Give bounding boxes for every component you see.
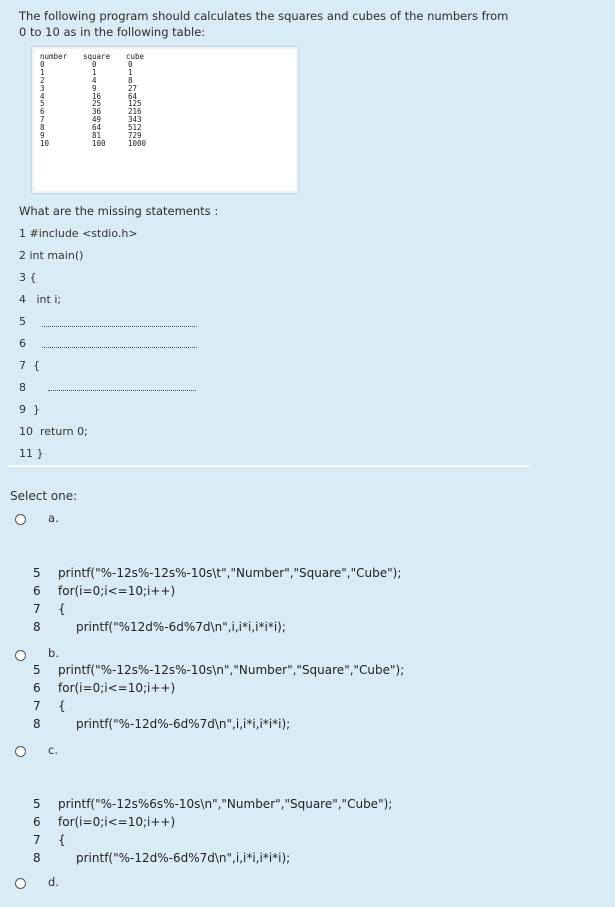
- code-line: [19, 359, 40, 372]
- question-intro-line1: The following program should calculates the squares and cubes of the numbers from: [19, 9, 509, 23]
- code-line: [19, 271, 37, 284]
- code-line: [19, 447, 44, 460]
- table-col-number: [40, 53, 67, 148]
- code-line: [19, 337, 26, 350]
- code-line-number: 4: [19, 293, 26, 306]
- table-cell: 100: [92, 138, 106, 148]
- table-col-square: [83, 53, 110, 148]
- code-line: [19, 425, 88, 438]
- code-line-number: 8: [19, 381, 26, 394]
- table-cell: 64: [128, 91, 138, 101]
- table-cell: 81: [92, 131, 102, 141]
- option-line-number: 7: [33, 699, 41, 713]
- table-cell: 4: [92, 75, 97, 85]
- table-cell: 2: [40, 75, 45, 85]
- option-line-number: 6: [33, 815, 41, 829]
- option-line-number: 5: [33, 663, 41, 677]
- table-cell: 27: [128, 83, 138, 93]
- option-line-number: 7: [33, 833, 41, 847]
- option-line-number: 6: [33, 584, 41, 598]
- table-cell: 7: [40, 115, 45, 125]
- option-line-number: 6: [33, 681, 41, 695]
- table-cell: 0: [128, 59, 133, 69]
- option-line-number: 7: [33, 602, 41, 616]
- option-b-radio[interactable]: [15, 650, 26, 661]
- option-d-label[interactable]: d.: [48, 875, 59, 889]
- table-cell: 0: [92, 59, 97, 69]
- option-c-label[interactable]: c.: [48, 743, 58, 757]
- table-cell: 36: [92, 107, 102, 117]
- table-cell: 512: [128, 123, 142, 133]
- option-code-line: printf("%12d%-6d%7d\n",i,i*i,i*i*i);: [76, 620, 286, 634]
- code-line-number: 1: [19, 227, 26, 240]
- question-intro-line2: 0 to 10 as in the following table:: [19, 25, 206, 39]
- code-line-number: 11: [19, 447, 33, 460]
- code-line: [19, 249, 83, 262]
- code-line-text: {: [33, 359, 40, 372]
- code-line-text: }: [36, 447, 44, 460]
- code-line: [19, 381, 26, 394]
- question-text: [19, 8, 539, 40]
- option-code-line: {: [58, 602, 66, 616]
- option-code-line: printf("%-12s%-12s%-10s\n","Number","Square","Cube");: [58, 663, 405, 677]
- code-line: [19, 227, 138, 240]
- code-line-number: 5: [19, 315, 26, 328]
- table-cell: 0: [40, 59, 45, 69]
- table-cell: 125: [128, 99, 142, 109]
- code-line-text: {: [29, 271, 37, 284]
- option-d-radio[interactable]: [15, 878, 26, 889]
- option-a-radio[interactable]: [15, 514, 26, 525]
- table-cell: 8: [40, 123, 45, 133]
- option-line-number: 5: [33, 797, 41, 811]
- option-code-line: for(i=0;i<=10;i++): [58, 681, 176, 695]
- option-code-line: printf("%-12d%-6d%7d\n",i,i*i,i*i*i);: [76, 717, 291, 731]
- table-cell: 64: [92, 123, 102, 133]
- option-code-line: for(i=0;i<=10;i++): [58, 815, 176, 829]
- table-cell: 4: [40, 91, 45, 101]
- table-cell: 25: [92, 99, 102, 109]
- table-cell: 1: [128, 67, 133, 77]
- option-code-line: {: [58, 699, 66, 713]
- table-cell: 8: [128, 75, 133, 85]
- option-line-number: 8: [33, 851, 41, 865]
- option-code-line: {: [58, 833, 66, 847]
- code-line: [19, 293, 61, 306]
- table-cell: 729: [128, 131, 142, 141]
- option-line-number: 5: [33, 566, 41, 580]
- option-a-label[interactable]: a.: [48, 511, 59, 525]
- table-header-number: number: [40, 52, 68, 61]
- divider: [8, 465, 530, 467]
- code-line-text: int main(): [29, 249, 84, 262]
- code-line-number: 7: [19, 359, 26, 372]
- blank-line-5: [42, 326, 197, 327]
- code-line-text: #include <stdio.h>: [29, 227, 138, 240]
- option-code-line: printf("%-12s%-12s%-10s\t","Number","Square","Cube");: [58, 566, 402, 580]
- code-line-text: int i;: [36, 293, 62, 306]
- table-cell: 1: [92, 67, 97, 77]
- code-line: [19, 315, 26, 328]
- option-line-number: 8: [33, 717, 41, 731]
- table-cell: 9: [92, 83, 97, 93]
- table-cell: 9: [40, 131, 45, 141]
- question-ask: What are the missing statements :: [19, 204, 219, 218]
- blank-line-6: [42, 347, 197, 348]
- code-line-number: 6: [19, 337, 26, 350]
- table-cell: 1: [40, 67, 45, 77]
- blank-line-8: [48, 390, 196, 391]
- table-cell: 49: [92, 115, 102, 125]
- table-cell: 6: [40, 107, 45, 117]
- table-cell: 16: [92, 91, 102, 101]
- option-code-line: printf("%-12s%6s%-10s\n","Number","Square","Cube");: [58, 797, 393, 811]
- option-c-radio[interactable]: [15, 746, 26, 757]
- table-col-cube: [126, 53, 146, 148]
- code-line-number: 10: [19, 425, 33, 438]
- select-one-label: Select one:: [10, 489, 78, 503]
- table-header-square: square: [83, 52, 111, 61]
- option-b-label[interactable]: b.: [48, 646, 59, 660]
- code-line-number: 9: [19, 403, 26, 416]
- code-line-number: 2: [19, 249, 26, 262]
- table-cell: 5: [40, 99, 45, 109]
- code-line-number: 3: [19, 271, 26, 284]
- table-cell: 3: [40, 83, 45, 93]
- table-cell: 1000: [128, 138, 147, 148]
- code-line-text: }: [33, 403, 40, 416]
- code-line-text: return 0;: [40, 425, 88, 438]
- option-code-line: printf("%-12d%-6d%7d\n",i,i*i,i*i*i);: [76, 851, 291, 865]
- output-table: [31, 46, 299, 194]
- table-cell: 10: [40, 138, 50, 148]
- option-line-number: 8: [33, 620, 41, 634]
- table-header-cube: cube: [126, 52, 145, 61]
- code-line: [19, 403, 40, 416]
- option-code-line: for(i=0;i<=10;i++): [58, 584, 176, 598]
- table-cell: 216: [128, 107, 142, 117]
- table-cell: 343: [128, 115, 142, 125]
